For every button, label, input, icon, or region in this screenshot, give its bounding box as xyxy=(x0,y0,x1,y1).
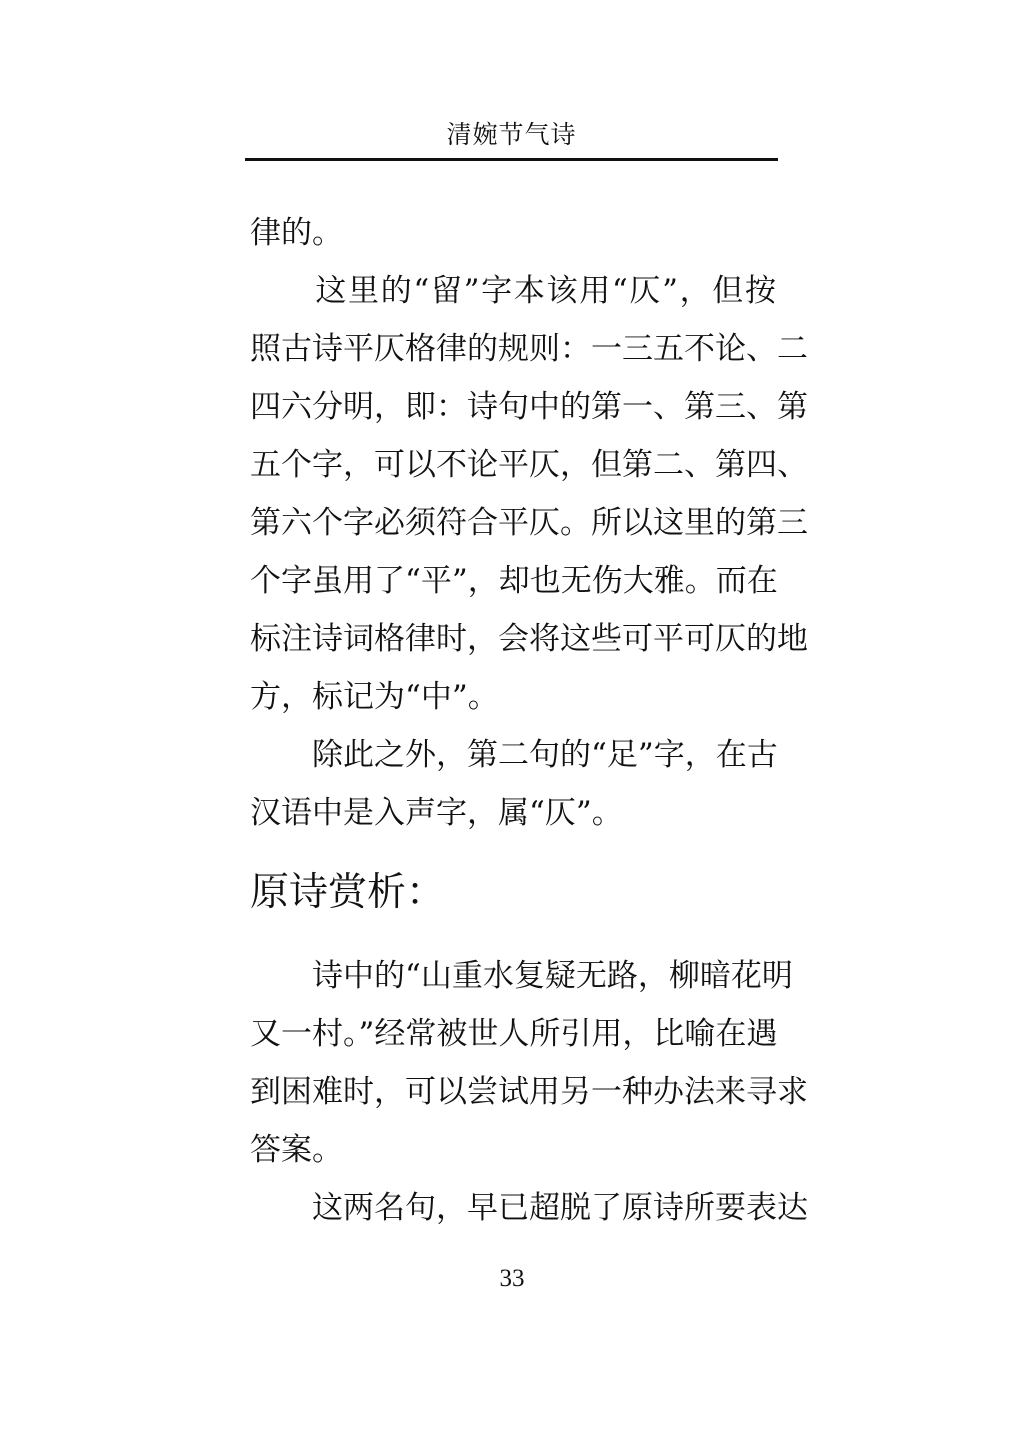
text-line: 答案。 xyxy=(250,1132,343,1168)
text-line: 标注诗词格律时，会将这些可平可仄的地 xyxy=(250,621,808,657)
text-line: 四六分明，即：诗句中的第一、第三、第 xyxy=(250,389,808,425)
text-line: 又一村。”经常被世人所引用，比喻在遇 xyxy=(250,1016,778,1052)
text-line: 汉语中是入声字，属“仄”。 xyxy=(250,795,623,831)
text-line: 到困难时，可以尝试用另一种办法来寻求 xyxy=(250,1074,808,1110)
text-line: 律的。 xyxy=(250,215,343,251)
text-line: 这两名句，早已超脱了原诗所要表达 xyxy=(250,1190,808,1226)
text-line: 方，标记为“中”。 xyxy=(250,679,499,715)
text-line: 这里的“留”字本该用“仄”，但按 xyxy=(250,273,776,309)
text-line: 第六个字必须符合平仄。所以这里的第三 xyxy=(250,505,808,541)
text-line: 五个字，可以不论平仄，但第二、第四、 xyxy=(250,447,808,483)
text-line: 照古诗平仄格律的规则：一三五不论、二 xyxy=(250,331,808,367)
text-line: 个字虽用了“平”，却也无伤大雅。而在 xyxy=(250,563,778,599)
text-line: 诗中的“山重水复疑无路，柳暗花明 xyxy=(250,958,793,994)
text-line: 除此之外，第二句的“足”字，在古 xyxy=(250,737,778,773)
page-header xyxy=(245,114,778,164)
section-heading: 原诗赏析： xyxy=(250,870,446,915)
page-number: 33 xyxy=(499,1265,525,1292)
page-body xyxy=(250,204,808,1237)
running-title: 清婉节气诗 xyxy=(446,120,577,149)
header-rule xyxy=(245,158,778,161)
